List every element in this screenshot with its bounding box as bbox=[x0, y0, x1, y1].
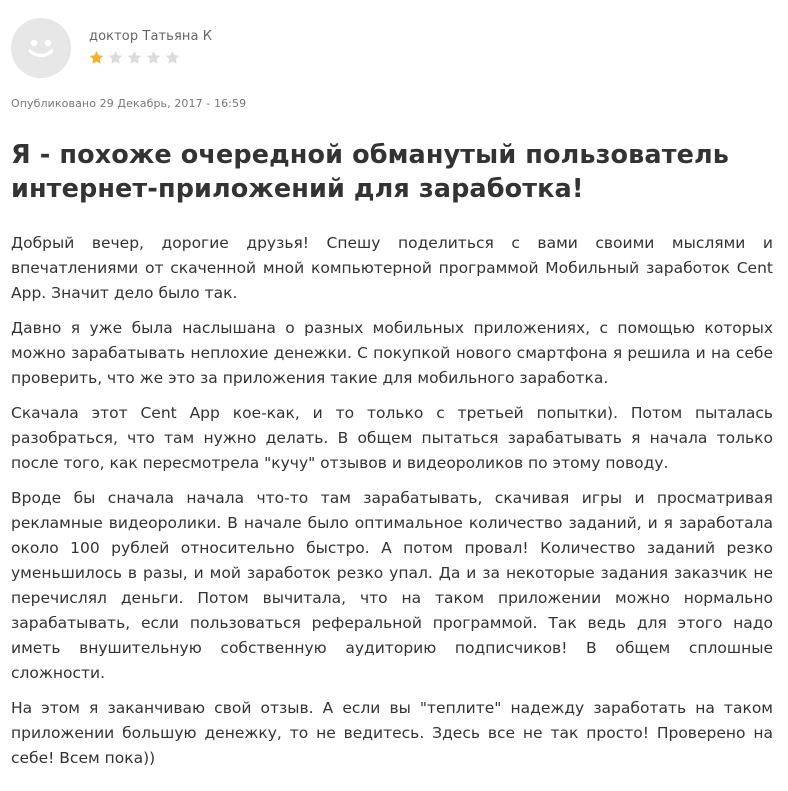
star-empty-icon bbox=[146, 50, 161, 65]
rating-stars bbox=[89, 50, 212, 65]
star-empty-icon bbox=[127, 50, 142, 65]
review-paragraph: На этом я заканчиваю свой отзыв. А если вы "теплите" надежду заработать на таком приложении большую денежку, то не ведитесь. Здесь все не так просто! Проверено на себе! Всем пока)) bbox=[11, 699, 773, 767]
author-name[interactable]: доктор Татьяна К bbox=[89, 29, 213, 44]
review-paragraph: Скачала этот Cent App кое-как, и то только с третьей попытки). Потом пыталась разобраться, что там нужно делать. В общем пытаться зарабатывать я начала только после того, как пересмотрела "кучу" отзывов и видеороликов по этому поводу. bbox=[11, 404, 773, 472]
star-filled-icon bbox=[89, 50, 104, 65]
review-paragraph: Давно я уже была наслышана о разных мобильных приложениях, с помощью которых можно зарабатывать неплохие денежки. С покупкой нового смартфона я решила и на себе проверить, что же это за приложения такие для мобильного заработка. bbox=[11, 319, 773, 387]
star-empty-icon bbox=[165, 50, 180, 65]
review-paragraph: Вроде бы сначала начала что-то там зарабатывать, скачивая игры и просматривая рекламные видеоролики. В начале было оптимальное количество заданий, и я заработала около 100 рублей относительно быстро. А потом провал! Количество заданий резко уменьшилось в разы, и мой заработок резко упал. Да и за некоторые задания заказчик не перечислял деньги. Потом вычитала, что на таком приложении можно нормально зарабатывать, если пользоваться реферальной программой. Так ведь для этого надо иметь внушительную собственную аудиторию подписчиков! В общем сплошные сложности. bbox=[11, 489, 773, 682]
published-date: Опубликовано 29 Декабрь, 2017 - 16:59 bbox=[11, 97, 247, 110]
smiley-face-icon bbox=[11, 18, 71, 78]
review-paragraph: Добрый вечер, дорогие друзья! Спешу поделиться с вами своими мыслями и впечатлениями от скаченной мной компьютерной программой Мобильный заработок Cent App. Значит дело было так. bbox=[11, 234, 773, 302]
avatar[interactable] bbox=[11, 18, 71, 78]
author-info bbox=[89, 29, 212, 65]
star-empty-icon bbox=[108, 50, 123, 65]
review-title: Я - похоже очередной обманутый пользователь интернет-приложений для заработка! bbox=[11, 140, 729, 204]
author-block bbox=[11, 18, 212, 78]
review-body bbox=[11, 231, 773, 781]
